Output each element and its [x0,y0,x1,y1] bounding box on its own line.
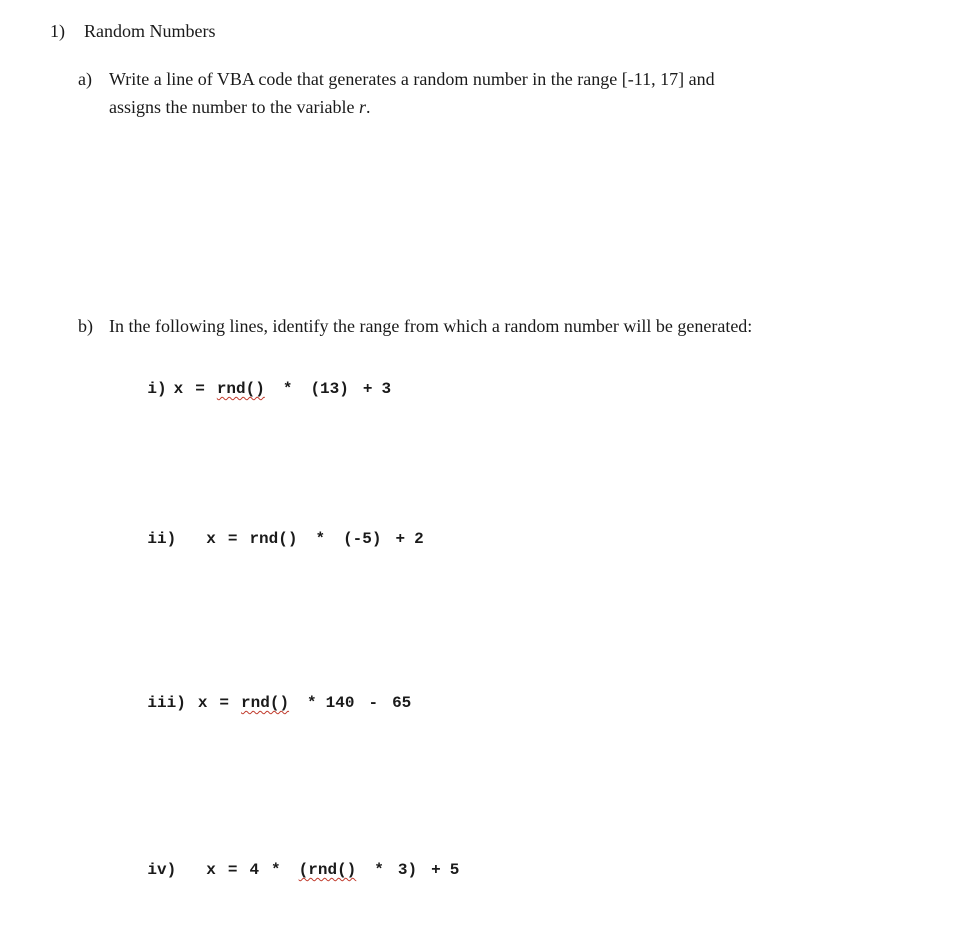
code-operator: + [431,861,441,879]
part-a-label: a) [78,69,92,89]
code-equals: = [227,530,238,548]
code-function: rnd() [241,694,290,712]
code-variable: x [173,380,184,398]
code-equals: = [195,380,205,398]
code-variable: x [206,530,216,548]
code-operator: * [374,861,384,879]
code-operator: - [368,694,379,712]
code-operator: * [271,861,281,879]
code-line-i [109,362,391,416]
question-number: 1) [50,21,65,41]
code-constant: 2 [414,530,424,548]
code-constant: 5 [449,861,460,879]
part-a-line2-prefix: assigns the number to the variable [109,97,359,117]
code-variable: x [197,694,208,712]
code-label: iii) [147,694,186,712]
code-label: ii) [147,530,177,548]
code-operand: 3) [397,861,418,879]
code-operator: + [362,380,373,398]
code-function: rnd() [249,530,298,548]
code-line-iv [109,843,459,897]
code-operand: (-5) [343,530,382,548]
part-a-line2-suffix: . [365,97,371,117]
code-operand: (13) [310,380,349,398]
code-operator: * [282,380,293,398]
code-equals: = [219,694,230,712]
code-operator: * [315,530,326,548]
code-equals: = [227,861,238,879]
question-title: Random Numbers [84,21,216,41]
part-a-variable: r [358,97,366,117]
code-multiplier: 4 [249,861,260,879]
code-line-iii [109,676,411,730]
part-a-line1: Write a line of VBA code that generates a random number in the range [-11, 17] and [109,69,715,89]
code-label: i) [147,380,167,398]
code-label: iv) [147,861,177,879]
part-b-text: In the following lines, identify the range from which a random number will be generated: [109,316,753,336]
code-constant: 3 [381,380,392,398]
question-heading [50,18,215,44]
code-variable: x [206,861,216,879]
code-function: rnd() [216,380,265,398]
code-operand: 140 [325,694,355,712]
code-operator: * [307,694,317,712]
code-function: (rnd() [298,861,357,879]
part-b-label: b) [78,316,93,336]
code-line-ii [109,512,424,566]
code-constant: 65 [392,694,412,712]
code-operator: + [395,530,406,548]
part-a-line2 [109,94,370,120]
